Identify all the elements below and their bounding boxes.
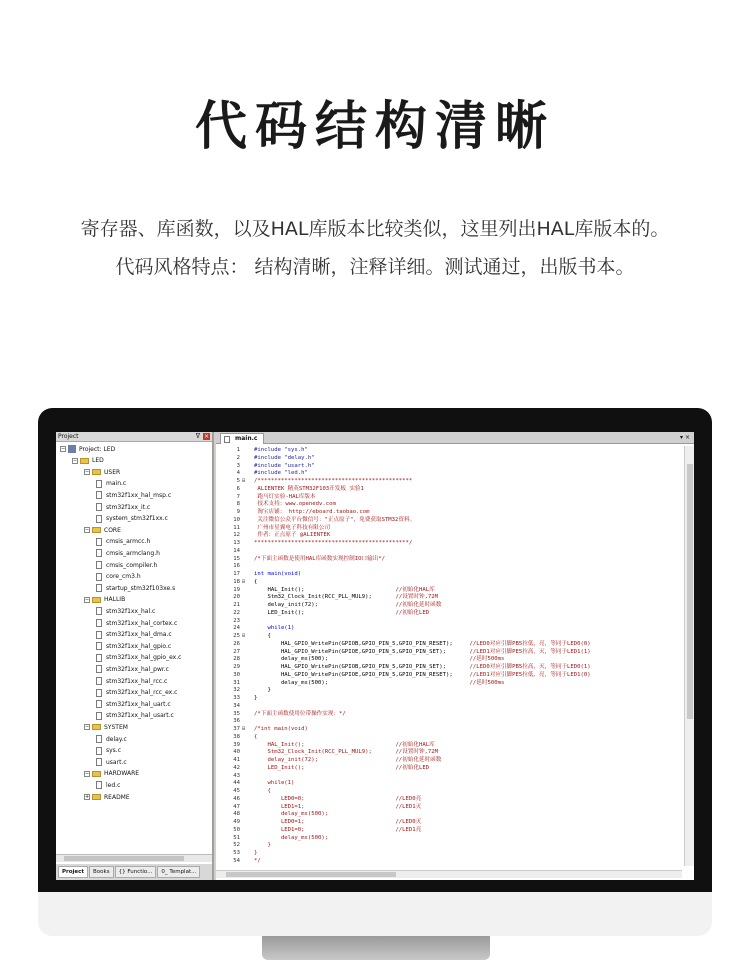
project-icon [68, 445, 76, 453]
line-number: 7 [236, 493, 240, 500]
tree-item-label: Project: LED [79, 445, 116, 453]
line-number: 1 [236, 447, 240, 453]
file-icon [96, 503, 102, 511]
tree-file-item[interactable] [96, 630, 172, 640]
tree-item-label: stm32f1xx_hal.c [106, 607, 156, 615]
code-text: 关注微信公众平台微信号："正点原子"，免费获取STM32资料。 [254, 516, 416, 523]
tree-folder-item[interactable] [84, 467, 120, 477]
line-number: 39 [233, 741, 240, 748]
tree-file-item[interactable] [96, 688, 177, 698]
file-icon [96, 712, 102, 720]
tab-main-c[interactable] [220, 433, 264, 444]
code-text: LED_Init(); //初始化LED [254, 609, 430, 616]
code-text: { [254, 733, 258, 740]
line-number: 48 [233, 811, 240, 818]
line-number: 43 [233, 772, 240, 779]
tree-file-item[interactable] [96, 502, 150, 512]
folder-icon [80, 458, 89, 464]
line-number: 40 [233, 749, 240, 756]
tree-item-label: CORE [104, 526, 121, 534]
code-text: LED0=1; //LED0灭 [254, 819, 422, 825]
pin-icon[interactable]: ᐁ [195, 433, 200, 440]
line-number: 33 [233, 695, 240, 701]
line-number: 35 [233, 710, 240, 717]
tab-label: main.c [235, 435, 258, 442]
line-number: 37 [233, 726, 240, 732]
file-icon [96, 607, 102, 615]
monitor-stand [262, 936, 490, 960]
code-text: /********************************************** [254, 478, 413, 484]
code-text: /*下面主函数是使用HAL库函数实现控制IO口输出*/ [254, 555, 385, 562]
code-text: Stm32_Clock_Init(RCC_PLL_MUL9); //设置时钟,72M [254, 749, 439, 756]
tree-file-item[interactable] [96, 664, 169, 674]
tree-item-label: stm32f1xx_hal_dma.c [106, 631, 172, 639]
line-number: 10 [233, 516, 240, 523]
line-number: 5 [236, 478, 240, 484]
code-text: } [254, 695, 258, 701]
code-text: HAL_GPIO_WritePin(GPIOB,GPIO_PIN_5,GPIO_PIN_RESET); //LED0对应引脚PB5拉低，亮，等同于LED0(0) [254, 640, 591, 647]
tree-item-label: stm32f1xx_hal_gpio_ex.c [106, 654, 182, 662]
editor-vertical-scrollbar[interactable] [684, 446, 694, 866]
tree-file-item[interactable] [96, 537, 150, 547]
panel-tab[interactable]: 0_ Templat... [157, 866, 200, 878]
tree-item-label: main.c [106, 480, 127, 488]
line-number: 50 [233, 826, 240, 833]
code-text: 广州市星翼电子科技有限公司 [254, 524, 331, 531]
code-text: } [254, 842, 271, 849]
tree-item-label: SYSTEM [104, 723, 128, 731]
tree-item-label: core_cm3.h [106, 573, 141, 581]
line-number: 32 [233, 687, 240, 694]
tree-file-item[interactable] [96, 676, 167, 686]
line-number: 11 [233, 524, 240, 531]
code-text: /*int main(void) [254, 726, 308, 732]
line-number: 18 [233, 578, 240, 585]
file-icon [96, 665, 102, 673]
line-number: 16 [233, 563, 240, 570]
tree-folder-item[interactable] [72, 456, 104, 466]
line-number: 20 [233, 594, 240, 601]
line-number: 15 [233, 555, 240, 562]
project-tree [56, 444, 212, 844]
code-text: delay_init(72); //初始化延时函数 [254, 757, 442, 763]
code-text: #include "usart.h" [254, 462, 315, 469]
tree-item-label: stm32f1xx_hal_msp.c [106, 491, 172, 499]
project-horizontal-scrollbar[interactable] [56, 854, 212, 862]
line-number: 17 [233, 571, 240, 577]
tree-item-label: startup_stm32f103xe.s [106, 584, 176, 592]
code-text: HAL_GPIO_WritePin(GPIOB,GPIO_PIN_5,GPIO_PIN_SET); //LED0对应引脚PB5拉高，灭，等同于LED0(1) [254, 664, 591, 670]
tree-item-label: cmsis_armclang.h [106, 549, 160, 557]
line-number: 53 [233, 850, 240, 856]
line-number: 14 [233, 547, 240, 554]
code-text: LED1=1; //LED1灭 [254, 803, 422, 810]
file-icon [96, 700, 102, 708]
code-text: while(1) [254, 625, 295, 632]
tree-folder-item[interactable] [84, 792, 130, 802]
tree-file-item[interactable] [96, 514, 168, 524]
file-icon [96, 677, 102, 685]
code-text: #include "delay.h" [254, 454, 315, 461]
tree-folder-item[interactable] [60, 444, 115, 454]
tree-file-item[interactable] [96, 653, 181, 663]
line-number: 22 [233, 609, 240, 616]
tree-item-label: USER [104, 468, 121, 476]
tree-item-label: led.c [106, 781, 121, 789]
tree-file-item[interactable] [96, 780, 120, 790]
expand-toggle-icon[interactable]: − [85, 596, 90, 603]
tree-item-label: HARDWARE [104, 770, 140, 778]
line-number: 2 [236, 454, 240, 461]
expand-toggle-icon[interactable]: − [73, 457, 78, 464]
code-text: LED_Init(); //初始化LED [254, 764, 430, 771]
tree-item-label: stm32f1xx_hal_rcc_ex.c [106, 689, 178, 697]
file-icon [96, 480, 102, 488]
expand-toggle-icon[interactable]: − [85, 724, 90, 731]
code-text: { [254, 633, 271, 639]
project-panel-title-label: Project [58, 433, 79, 440]
code-text: delay_ms(500); //延时500ms [254, 679, 505, 686]
line-number: 47 [233, 803, 240, 810]
code-text: delay_ms(500); [254, 834, 329, 841]
line-number: 30 [233, 671, 240, 678]
scroll-thumb[interactable] [687, 464, 693, 719]
tree-file-item[interactable] [96, 757, 127, 767]
code-text: HAL_Init(); //初始化HAL库 [254, 586, 435, 593]
line-number: 46 [233, 795, 240, 802]
close-icon[interactable]: × [203, 433, 210, 440]
scroll-thumb[interactable] [64, 856, 184, 861]
tree-file-item[interactable] [96, 606, 155, 616]
fold-toggle-icon[interactable]: ⊟ [242, 726, 246, 732]
code-text: LED1=0; //LED1亮 [254, 826, 422, 833]
fold-toggle-icon[interactable]: ⊟ [242, 578, 246, 585]
line-number: 19 [233, 586, 240, 593]
line-number: 3 [236, 462, 240, 469]
code-text: { [254, 578, 258, 585]
line-number: 9 [236, 509, 240, 515]
file-icon [96, 758, 102, 766]
tree-item-label: system_stm32f1xx.c [106, 515, 168, 523]
code-text: **********************************************/ [254, 540, 413, 546]
code-text: } [254, 850, 258, 856]
line-number: 26 [233, 640, 240, 647]
file-icon [96, 654, 102, 662]
expand-toggle-icon[interactable]: − [85, 770, 90, 777]
tree-file-item[interactable] [96, 560, 157, 570]
tree-item-label: stm32f1xx_it.c [106, 503, 151, 511]
tree-item-label: stm32f1xx_hal_usart.c [106, 712, 174, 720]
line-number: 28 [233, 656, 240, 663]
tree-file-item[interactable] [96, 583, 175, 593]
tree-item-label: README [104, 793, 130, 801]
tree-file-item[interactable] [96, 490, 171, 500]
tree-item-label: LED [92, 457, 104, 465]
project-panel-tabs [56, 864, 212, 880]
tree-folder-item[interactable] [84, 525, 121, 535]
file-icon [96, 747, 102, 755]
tree-folder-item[interactable] [84, 722, 128, 732]
tree-item-label: stm32f1xx_hal_cortex.c [106, 619, 178, 627]
code-text: #include "sys.h" [254, 447, 308, 453]
panel-tab[interactable]: Books [89, 866, 114, 878]
line-number: 52 [233, 842, 240, 849]
line-number: 13 [233, 540, 240, 546]
line-number: 12 [233, 532, 240, 539]
tree-file-item[interactable] [96, 699, 171, 709]
folder-icon [92, 527, 101, 533]
tree-item-label: usart.c [106, 758, 127, 766]
expand-toggle-icon[interactable]: − [61, 446, 66, 452]
code-text: 淘宝店铺： http://eboard.taobao.com [254, 509, 370, 515]
tree-item-label: stm32f1xx_hal_rcc.c [106, 677, 168, 685]
editor-horizontal-scrollbar[interactable] [216, 870, 682, 878]
file-icon [96, 781, 102, 789]
line-number: 4 [236, 470, 240, 477]
tree-item-label: stm32f1xx_hal_pwr.c [106, 665, 169, 673]
tree-item-label: delay.c [106, 735, 127, 743]
tree-item-label: HALLIB [104, 596, 126, 604]
line-number: 49 [233, 819, 240, 825]
tree-file-item[interactable] [96, 734, 127, 744]
line-number: 23 [233, 617, 240, 624]
code-text: { [254, 788, 271, 794]
expand-toggle-icon[interactable]: + [85, 794, 90, 800]
folder-icon [92, 794, 101, 800]
tree-file-item[interactable] [96, 479, 126, 489]
folder-icon [92, 724, 101, 730]
code-text: delay_ms(500); [254, 811, 329, 818]
code-text: LED0=0; //LED0亮 [254, 795, 422, 802]
line-number: 21 [233, 602, 240, 608]
expand-toggle-icon[interactable]: − [85, 527, 90, 534]
code-editor [216, 432, 694, 880]
tree-item-label: cmsis_compiler.h [106, 561, 158, 569]
line-number: 45 [233, 788, 240, 794]
code-text: HAL_GPIO_WritePin(GPIOE,GPIO_PIN_5,GPIO_PIN_RESET); //LED1对应引脚PE5拉低，亮，等同于LED1(0) [254, 671, 591, 678]
code-text: HAL_GPIO_WritePin(GPIOE,GPIO_PIN_5,GPIO_PIN_SET); //LED1对应引脚PE5拉高，灭，等同于LED1(1) [254, 648, 591, 655]
file-icon [96, 631, 102, 639]
line-number: 54 [233, 857, 240, 864]
tree-item-label: cmsis_armcc.h [106, 538, 151, 546]
line-number: 8 [236, 501, 240, 508]
tree-file-item[interactable] [96, 641, 171, 651]
folder-icon [92, 771, 101, 777]
line-number: 34 [233, 702, 240, 709]
file-icon [96, 735, 102, 743]
file-icon [224, 436, 230, 443]
file-icon [96, 515, 102, 523]
code-text: } [254, 687, 271, 694]
code-text: HAL_Init(); //初始化HAL库 [254, 741, 435, 748]
tree-item-label: sys.c [106, 747, 122, 755]
code-text: delay_ms(500); //延时500ms [254, 656, 505, 663]
line-number: 42 [233, 764, 240, 771]
file-icon [96, 689, 102, 697]
code-text: int main(void) [254, 571, 302, 577]
monitor-frame [38, 408, 712, 936]
tree-file-item[interactable] [96, 618, 177, 628]
editor-tab-bar [216, 432, 694, 444]
fold-toggle-icon[interactable]: ⊟ [242, 478, 246, 484]
tab-controls-icon[interactable]: ▾ × [680, 434, 690, 441]
line-number: 29 [233, 664, 240, 670]
file-icon [96, 619, 102, 627]
page-headline: 代码结构清晰 [194, 97, 555, 157]
code-text: 作者：正点原子 @ALIENTEK [254, 532, 331, 539]
line-number: 6 [236, 485, 240, 492]
project-panel [56, 432, 214, 880]
tree-file-item[interactable] [96, 548, 160, 558]
code-line [216, 857, 682, 865]
panel-tab[interactable]: Project [58, 866, 88, 878]
description-line-1: 寄存器、库函数，以及HAL库版本比较类似，这里列出HAL库版本的。 [80, 218, 670, 240]
file-icon [96, 561, 102, 569]
tree-item-label: stm32f1xx_hal_uart.c [106, 700, 171, 708]
code-text: */ [254, 857, 261, 864]
file-icon [96, 584, 102, 592]
line-number: 36 [233, 718, 240, 725]
expand-toggle-icon[interactable]: − [85, 469, 90, 476]
code-text: ALIENTEK 精英STM32F103开发板 实验1 [254, 485, 364, 492]
code-text: 跑马灯实验-HAL库版本 [254, 493, 316, 500]
line-number: 24 [233, 625, 240, 632]
file-icon [96, 549, 102, 557]
code-text: 技术支持：www.openedv.com [254, 501, 336, 508]
code-text: /*下面主函数使用位带操作实现：*/ [254, 710, 346, 717]
panel-tab[interactable]: {} Functio... [115, 866, 157, 878]
description-line-2: 代码风格特点： 结构清晰，注释详细。测试通过，出版书本。 [115, 256, 635, 278]
line-number: 51 [233, 834, 240, 841]
code-text: delay_init(72); //初始化延时函数 [254, 602, 442, 608]
code-area[interactable] [216, 446, 682, 866]
line-number: 44 [233, 780, 240, 787]
ide-screen [56, 432, 694, 880]
file-icon [96, 573, 102, 581]
line-number: 41 [233, 757, 240, 763]
line-number: 25 [233, 633, 240, 639]
tree-folder-item[interactable] [84, 769, 139, 779]
tree-file-item[interactable] [96, 746, 121, 756]
file-icon [96, 491, 102, 499]
tree-file-item[interactable] [96, 572, 141, 582]
folder-icon [92, 469, 101, 475]
file-icon [96, 642, 102, 650]
line-number: 27 [233, 648, 240, 655]
line-number: 38 [233, 733, 240, 740]
fold-toggle-icon[interactable]: ⊟ [242, 633, 246, 639]
tree-file-item[interactable] [96, 711, 174, 721]
code-text: Stm32_Clock_Init(RCC_PLL_MUL9); //设置时钟,72M [254, 594, 439, 601]
folder-icon [92, 597, 101, 603]
tree-item-label: stm32f1xx_hal_gpio.c [106, 642, 172, 650]
tree-folder-item[interactable] [84, 595, 125, 605]
scroll-thumb[interactable] [226, 872, 396, 877]
file-icon [96, 538, 102, 546]
code-text: #include "led.h" [254, 470, 308, 477]
code-text: while(1) [254, 780, 295, 787]
project-panel-title [56, 432, 212, 442]
line-number: 31 [233, 679, 240, 686]
